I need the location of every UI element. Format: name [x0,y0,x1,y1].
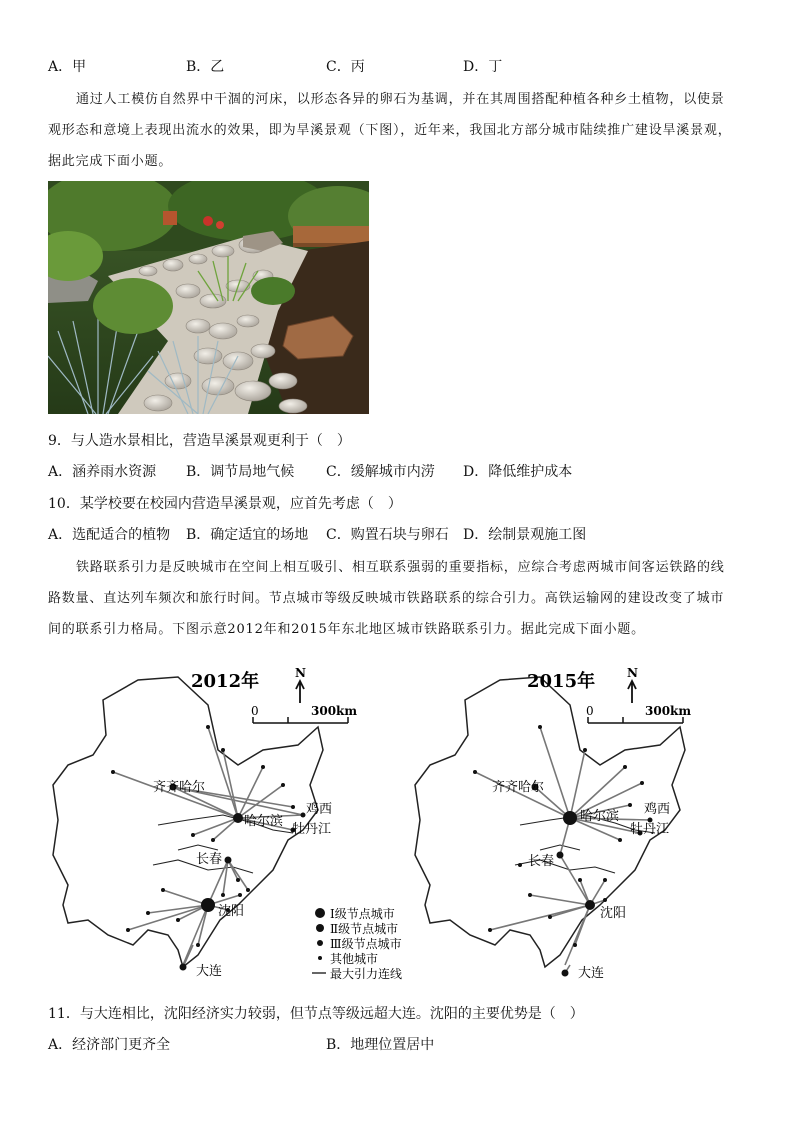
label-jixi-2012: 鸡西 [306,802,333,817]
q10-option-a: A．选配适合的植物 [48,527,171,543]
label-qiqihar-2015: 齐齐哈尔 [492,780,545,795]
rail-attraction-maps [48,655,748,985]
q11-stem: 11．与大连相比，沈阳经济实力较弱，但节点等级远超大连。沈阳的主要优势是（ ） [48,1006,584,1022]
q8-option-b: B．乙 [186,59,225,75]
q9-option-c: C．缓解城市内涝 [326,464,435,480]
q11-option-a: A．经济部门更齐全 [48,1037,171,1053]
label-changchun-2015: 长春 [528,854,555,869]
map-2012-north: N [295,666,306,680]
map-2015 [415,666,691,981]
map-2015-north: N [627,666,638,680]
label-harbin-2015: 哈尔滨 [580,809,620,824]
map-2012-year: 2012年 [191,671,260,692]
q9-option-b: B．调节局地气候 [186,464,295,480]
q9-option-a: A．涵养雨水资源 [48,464,157,480]
legend-level-1: Ⅰ级节点城市 [330,907,395,921]
intro1-line-2: 观形态和意境上表现出流水的效果，即为旱溪景观（下图），近年来，我国北方部分城市陆续推广建设旱溪景观， [48,123,732,138]
label-changchun-2012: 长春 [196,852,223,867]
dry-creek-photo [48,181,369,414]
map-2015-year: 2015年 [527,671,596,692]
legend-level-2: Ⅱ级节点城市 [330,922,399,936]
label-harbin-2012: 哈尔滨 [244,814,284,829]
label-qiqihar-2012: 齐齐哈尔 [153,780,206,795]
q9-stem: 9．与人造水景相比，营造旱溪景观更利于（ ） [48,433,351,449]
intro2-line-3: 间的联系引力格局。下图示意2012年和2015年东北地区城市铁路联系引力。据此完成下面小题。 [48,622,645,637]
label-dalian-2012: 大连 [196,964,223,979]
map-2015-scale-end: 300km [645,704,692,718]
map-2012-scale-zero: 0 [251,704,259,718]
legend-level-3: Ⅲ级节点城市 [330,937,402,951]
q9-option-d: D．降低维护成本 [463,464,573,480]
label-mudanjiang-2015: 牡丹江 [630,822,670,837]
map-2012 [53,666,357,979]
label-jixi-2015: 鸡西 [644,802,671,817]
north-arrow-icon [628,681,636,703]
q10-option-b: B．确定适宜的场地 [186,527,309,543]
q8-option-c: C．丙 [326,59,365,75]
intro1-line-3: 据此完成下面小题。 [48,154,173,169]
q8-option-d: D．丁 [463,59,503,75]
map-2015-scale-zero: 0 [586,704,594,718]
q10-option-d: D．绘制景观施工图 [463,527,587,543]
label-shenyang-2012: 沈阳 [218,904,245,919]
q10-stem: 10．某学校要在校园内营造旱溪景观，应首先考虑（ ） [48,496,402,512]
q8-option-a: A．甲 [48,59,87,75]
intro1-line-1: 通过人工模仿自然界中干涸的河床，以形态各异的卵石为基调，并在其周围搭配种植各种乡土植物，以使景 [76,92,725,107]
label-dalian-2015: 大连 [578,966,605,981]
q11-option-b: B．地理位置居中 [326,1037,435,1053]
intro2-line-2: 路数量、直达列车频次和旅行时间。节点城市等级反映城市铁路联系的综合引力。高铁运输网的建设改变了城市 [48,591,725,606]
legend-max-link: 最大引力连线 [330,967,403,981]
map-legend [312,906,402,981]
label-shenyang-2015: 沈阳 [600,906,627,921]
label-mudanjiang-2012: 牡丹江 [292,822,332,837]
map-2012-scale-end: 300km [311,704,358,718]
north-arrow-icon [296,681,304,703]
legend-other-city: 其他城市 [330,952,379,966]
intro2-line-1: 铁路联系引力是反映城市在空间上相互吸引、相互联系强弱的重要指标，应综合考虑两城市间客运铁路的线 [76,560,725,575]
q10-option-c: C．购置石块与卵石 [326,527,449,543]
